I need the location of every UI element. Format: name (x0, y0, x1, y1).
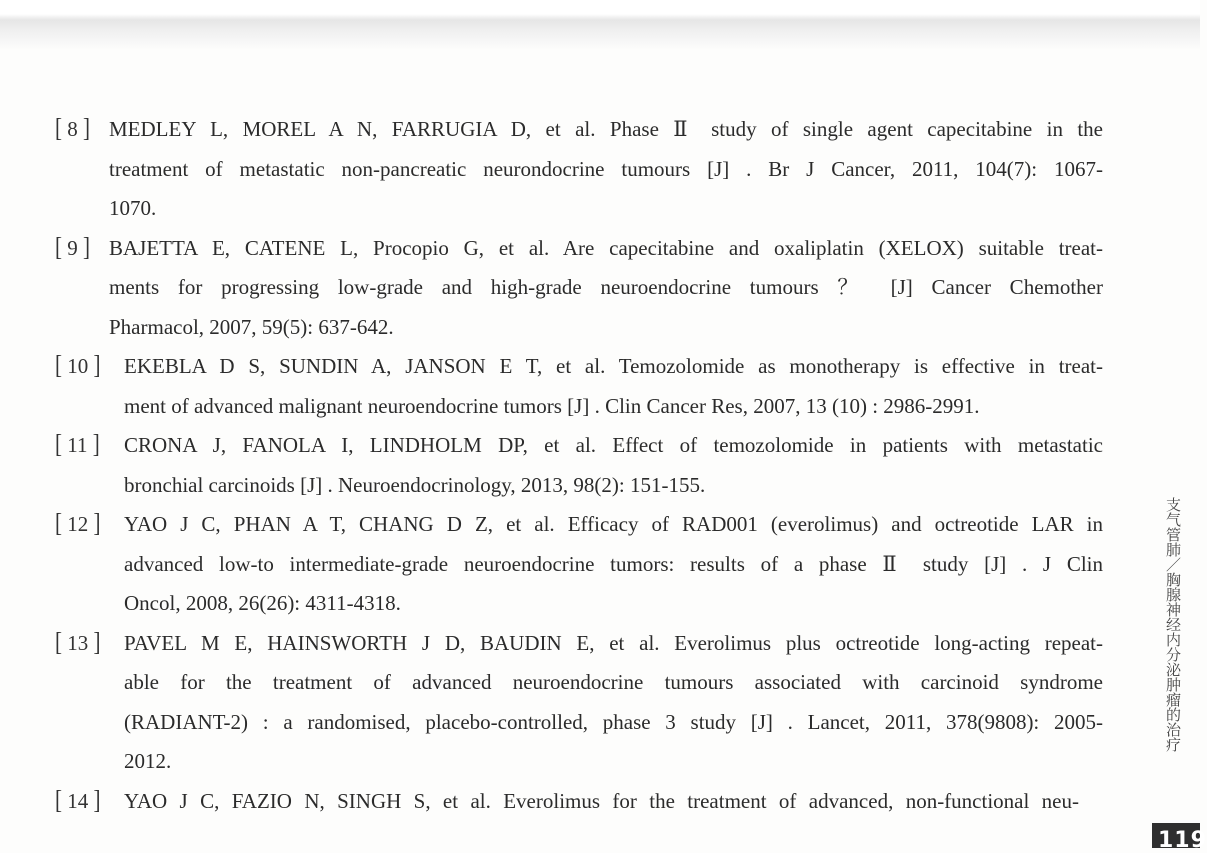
reference-line: able for the treatment of advanced neuroendocrine tumours associated with carcinoid syndrome (124, 670, 1103, 694)
reference-line: ment of advanced malignant neuroendocrine tumors [J] . Clin Cancer Res, 2007, 13 (10) : 2986-2991. (124, 393, 980, 418)
reference-line: CRONA J, FANOLA I, LINDHOLM DP, et al. Effect of temozolomide in patients with metastatic (124, 433, 1103, 457)
reference-number: [ 13 ] (55, 626, 101, 657)
reference-line: Oncol, 2008, 26(26): 4311-4318. (124, 591, 401, 615)
reference-13 (55, 624, 1103, 782)
reference-line: PAVEL M E, HAINSWORTH J D, BAUDIN E, et al. Everolimus plus octreotide long-acting repeat- (124, 630, 1103, 655)
reference-line: bronchial carcinoids [J] . Neuroendocrinology, 2013, 98(2): 151-155. (124, 472, 706, 497)
page-top-shadow (0, 0, 1200, 50)
reference-line: MEDLEY L, MOREL A N, FARRUGIA D, et al. Phase Ⅱ study of single agent capecitabine in the (109, 117, 1103, 141)
reference-number: [ 11 ] (55, 428, 100, 459)
reference-line: Pharmacol, 2007, 59(5): 637-642. (109, 314, 394, 339)
reference-12 (55, 505, 1103, 624)
reference-line: YAO J C, PHAN A T, CHANG D Z, et al. Efficacy of RAD001 (everolimus) and octreotide LAR in (124, 512, 1103, 536)
reference-8 (55, 110, 1103, 229)
reference-9 (55, 229, 1103, 348)
reference-line: 2012. (124, 749, 172, 773)
reference-number: [ 9 ] (55, 231, 90, 262)
page-number: 119 (1158, 828, 1207, 853)
reference-11 (55, 426, 1103, 505)
reference-line: treatment of metastatic non-pancreatic neurondocrine tumours [J] . Br J Cancer, 2011, 104(7): 1067- (109, 156, 1103, 181)
chapter-side-title: 支气管肺／胸腺神经内分泌肿瘤的治疗 (1164, 497, 1182, 752)
reference-line: ments for progressing low-grade and high-grade neuroendocrine tumours ？ [J] Cancer Chemother (109, 275, 1103, 299)
reference-line: YAO J C, FAZIO N, SINGH S, et al. Everolimus for the treatment of advanced, non-functional neu- (124, 788, 1079, 813)
reference-number: [ 10 ] (55, 349, 101, 380)
reference-number: [ 12 ] (55, 507, 101, 538)
reference-number: [ 14 ] (55, 784, 101, 815)
reference-line: (RADIANT-2) : a randomised, placebo-controlled, phase 3 study [J] . Lancet, 2011, 378(9808): 2005- (124, 709, 1103, 734)
reference-line: 1070. (109, 196, 157, 220)
reference-14 (55, 782, 1079, 822)
reference-line: BAJETTA E, CATENE L, Procopio G, et al. Are capecitabine and oxaliplatin (XELOX) suitable treat- (109, 235, 1103, 260)
reference-number: [ 8 ] (55, 112, 90, 143)
page-number-tab (1152, 823, 1207, 853)
reference-list (0, 110, 1200, 821)
reference-line: advanced low-to intermediate-grade neuroendocrine tumors: results of a phase Ⅱ study [J] . J Clin (124, 551, 1103, 576)
reference-line: EKEBLA D S, SUNDIN A, JANSON E T, et al. Temozolomide as monotherapy is effective in treat- (124, 354, 1103, 378)
reference-10 (55, 347, 1103, 426)
